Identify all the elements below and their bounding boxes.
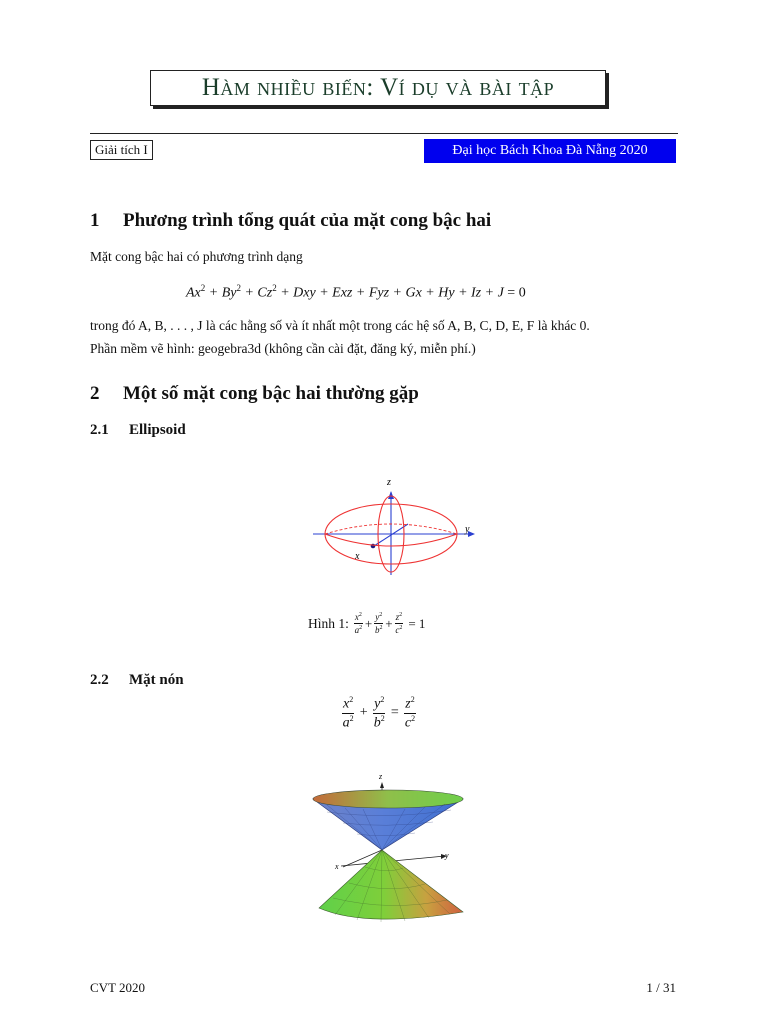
x-axis-label: x [335, 862, 339, 871]
ellipsoid-equation: $\frac{x^2}{a^2}$ + $\frac{y^2}{b^2}$ + $\frac{z^2}{c^2}$ = 1 [354, 612, 426, 635]
section-2-heading [90, 383, 419, 405]
general-quadric-equation: $Ax^2 + By^2 + Cz^2$ + Dxy + Exz + Fyz + Gx + Hy + Iz + J = 0 [186, 283, 526, 301]
section-title: Một số mặt cong bậc hai thường gặp [123, 383, 419, 404]
lower-nappe [319, 850, 463, 919]
subsection-2-1-heading [90, 422, 186, 439]
course-label: Giải tích I [90, 140, 153, 160]
y-axis-label: y [465, 524, 470, 535]
section-number: 1 [90, 210, 100, 231]
section-1-heading [90, 210, 491, 232]
cone-equation: $\frac{x^2}{a^2}$ + $\frac{y^2}{b^2}$ = $\frac{z^2}{c^2}$ [342, 695, 416, 731]
header-rule [90, 133, 678, 134]
section-title: Phương trình tổng quát của mặt cong bậc hai [123, 210, 492, 231]
caption-prefix: Hình 1: [308, 615, 349, 631]
section-1-intro: Mặt cong bậc hai có phương trình dạng [90, 249, 303, 264]
x-axis-point [371, 544, 376, 549]
ellipsoid-figure [310, 470, 480, 585]
z-axis-label: z [387, 477, 391, 488]
subsection-number: 2.2 [90, 672, 109, 688]
software-note: Phần mềm vẽ hình: geogebra3d (không cần cài đặt, đăng ký, miễn phí.) [90, 341, 476, 356]
z-axis-arrow [380, 782, 384, 788]
z-axis-arrow [388, 491, 394, 499]
subsection-title: Ellipsoid [129, 422, 186, 438]
footer-left: CVT 2020 [90, 980, 146, 995]
coefficient-condition: trong đó A, B, . . . , J là các hằng số và ít nhất một trong các hệ số A, B, C, D, E, F là khác 0. [90, 318, 590, 333]
page-number: 1 / 31 [646, 980, 676, 995]
subsection-number: 2.1 [90, 422, 109, 438]
cone-figure [305, 770, 465, 930]
z-axis-label: z [379, 772, 383, 781]
x-axis-label: x [355, 551, 360, 562]
figure-1-caption [308, 612, 425, 635]
section-number: 2 [90, 383, 100, 404]
subsection-2-2-heading [90, 672, 184, 689]
document-title: Hàm nhiều biến: Ví dụ và bài tập [150, 70, 606, 106]
y-axis-label: y [445, 851, 449, 860]
university-banner: Đại học Bách Khoa Đà Nẵng 2020 [424, 139, 676, 163]
upper-rim [313, 790, 463, 808]
subsection-title: Mặt nón [129, 672, 184, 688]
